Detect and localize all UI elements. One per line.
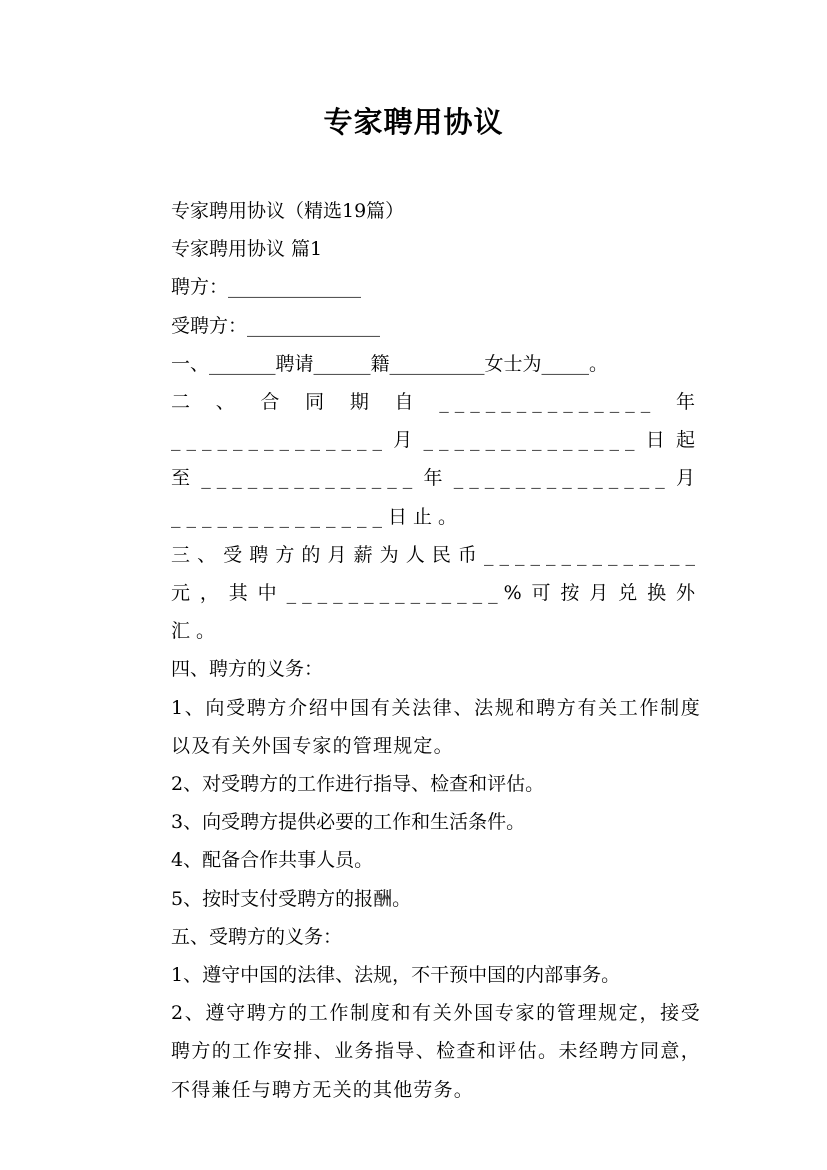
paragraph-employer-duty-3: 3、向受聘方提供必要的工作和生活条件。 — [171, 811, 526, 834]
paragraph-employer-duty-1: 1、向受聘方介绍中国有关法律、法规和聘方有关工作制度以及有关外国专家的管理规定。 — [171, 696, 701, 757]
paragraph-employer-duty-5: 5、按时支付受聘方的报酬。 — [171, 887, 412, 910]
document-body — [126, 192, 701, 1109]
paragraph-employee-duty-1: 1、遵守中国的法律、法规，不干预中国的内部事务。 — [171, 964, 621, 987]
paragraph-employer: 聘方：______________ — [171, 276, 362, 299]
paragraph-employee: 受聘方：______________ — [171, 314, 381, 337]
paragraph-employer-duty-2: 2、对受聘方的工作进行指导、检查和评估。 — [171, 773, 545, 796]
paragraph-clause-1: 一、_______聘请______籍__________女士为_____。 — [171, 352, 609, 375]
document-title: 专家聘用协议 — [323, 105, 504, 139]
paragraph-clause-4-heading: 四、聘方的义务： — [171, 658, 324, 681]
paragraph-employee-duty-2: 2、遵守聘方的工作制度和有关外国专家的管理规定，接受聘方的工作安排、业务指导、检查和评估。未经聘方同意，不得兼任与聘方无关的其他劳务。 — [171, 1002, 701, 1101]
paragraph-clause-5-heading: 五、受聘方的义务： — [171, 925, 343, 948]
paragraph-clause-2: 二、合同期自______________年______________月______________日起至______________年______________月______________日止。 — [171, 391, 701, 528]
paragraph-clause-3: 三、受聘方的月薪为人民币______________元，其中______________%可按月兑换外汇。 — [171, 543, 701, 643]
paragraph-subtitle: 专家聘用协议（精选19篇） — [171, 200, 405, 222]
paragraph-employer-duty-4: 4、配备合作共事人员。 — [171, 849, 374, 872]
paragraph-section-heading: 专家聘用协议 篇1 — [171, 238, 323, 261]
